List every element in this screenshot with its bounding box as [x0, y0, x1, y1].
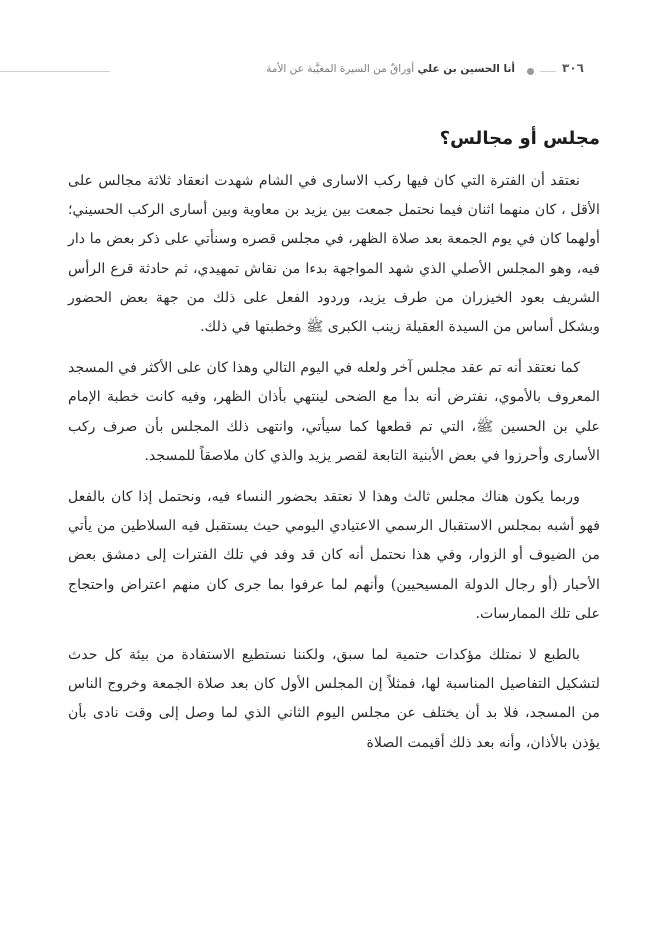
- paragraph-4: بالطبع لا نمتلك مؤكدات حتمية لما سبق، ولكننا نستطيع الاستفادة من بيئة كل حدث لتشكيل التفاصيل المناسبة لها، فمثلاً إن المجلس الأول كان بعد صلاة الجمعة وخروج الناس من المسجد، فلا بد أن يختلف عن مجلس اليوم الثاني الذي لما وصل إلى وقت نادى بأن يؤذن بالأذان، وأنه بعد ذلك أقيمت الصلاة: [68, 647, 600, 751]
- header-rule: [0, 71, 110, 72]
- section-heading: مجلس أو مجالس؟: [439, 128, 600, 149]
- paragraph-1: نعتقد أن الفترة التي كان فيها ركب الاسارى في الشام شهدت انعقاد ثلاثة مجالس على الأقل ، كان منهما اثنان فيما نحتمل جمعت بين يزيد بن معاوية وبين أسارى الركب الحسيني؛ أولهما كان في يوم الجمعة بعد صلاة الظهر، في مجلس قصره وسنأتي على ذكر بعض ما دار فيه، وهو المجلس الأصلي الذي شهد المواجهة بدءا من نقاش تمهيدي، ثم حادثة قرع الرأس الشريف بعود الخيزران من طرف يزيد، وردود الفعل على ذلك من جهة بعض الحضور وبشكل أساس من السيدة العقيلة زينب الكبرى ﷺ وخطبتها في ذلك.: [68, 173, 600, 336]
- page-body: [68, 128, 600, 770]
- page-number: ٣٠٦: [562, 61, 584, 75]
- header-dot-icon: [527, 68, 534, 75]
- book-title-bold: أنا الحسين بن علي: [417, 63, 515, 75]
- running-header: [0, 60, 669, 84]
- book-subtitle: أوراقٌ من السيرة المغيَّبة عن الأمة: [266, 63, 415, 75]
- header-rule-short: [540, 71, 556, 72]
- paragraph-2: كما نعتقد أنه تم عقد مجلس آخر ولعله في اليوم التالي وهذا كان على الأكثر في المسجد المعروف بالأموي، نفترض أنه بدأ مع الضحى لينتهي بأذان الظهر، وفيه كانت خطبة الإمام علي بن الحسين ﷺ، التي تم قطعها كما سيأتي، وانتهى ذلك المجلس بأن صرف ركب الأسارى وأحرزوا في بعض الأبنية التابعة لقصر يزيد والذي كان ملاصقاً للمسجد.: [68, 360, 600, 464]
- book-title: [120, 63, 515, 75]
- paragraph-3: وربما يكون هناك مجلس ثالث وهذا لا نعتقد بحضور النساء فيه، ونحتمل إذا كان بالفعل فهو أشبه بمجلس الاستقبال الرسمي الاعتيادي اليومي حيث يستقبل فيه السلاطين من يأتي من الضيوف أو الزوار، وفي هذا نحتمل أنه كان قد وفد في تلك الفترات إلى دمشق بعض الأحبار (أو رجال الدولة المسيحيين) وأنهم لما عرفوا بما جرى كان منهم اعتراض واحتجاج على تلك الممارسات.: [68, 489, 600, 622]
